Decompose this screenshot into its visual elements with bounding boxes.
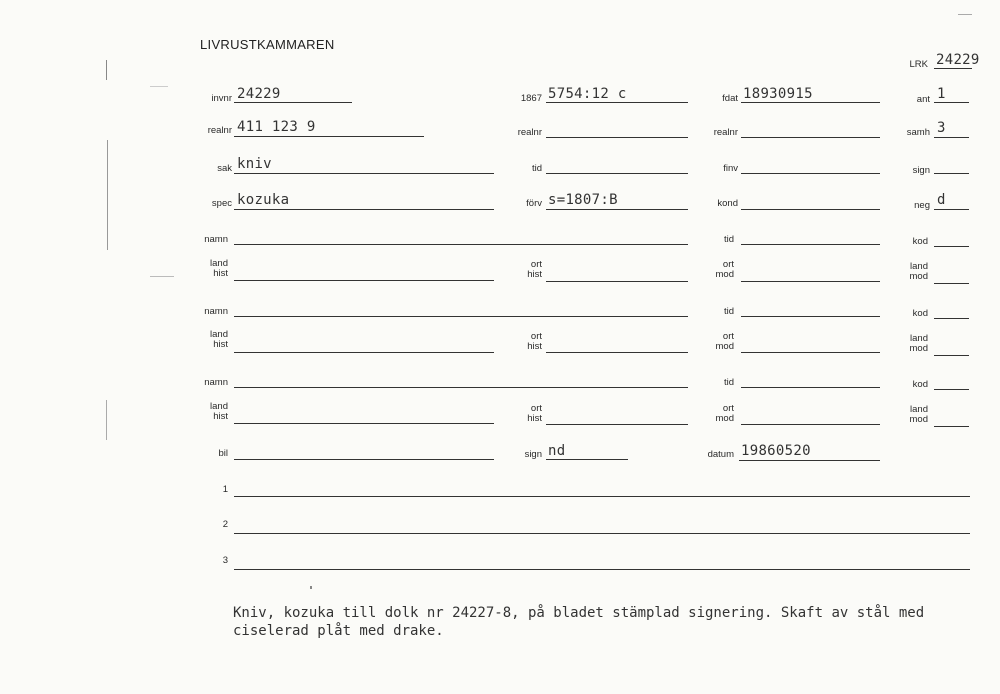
description-note: Kniv, kozuka till dolk nr 24227-8, på bladet stämplad signering. Skaft av stål med ciselerad plåt med drake. (233, 605, 925, 639)
finv-line (741, 173, 880, 174)
realnr-value-1: 411 123 9 (237, 119, 316, 135)
hist-label: hist (213, 411, 228, 422)
kond-line (741, 209, 880, 210)
sak-value: kniv (237, 156, 272, 172)
scan-mark (106, 400, 107, 440)
hist-label: hist (527, 413, 542, 424)
scan-mark (310, 586, 312, 589)
ort-mod-line (741, 424, 880, 425)
neg-line (934, 209, 969, 210)
namn-label: namn (204, 234, 228, 245)
ant-label: ant (916, 94, 930, 105)
ort-label: ort (530, 259, 542, 270)
land-label: land (910, 404, 928, 415)
land-label: land (210, 401, 228, 412)
mod-label: mod (715, 413, 734, 424)
tid-line (741, 387, 880, 388)
hist-label: hist (213, 339, 228, 350)
ort-hist-line (546, 352, 688, 353)
realnr-label-1: realnr (207, 125, 232, 136)
sign-label: sign (912, 165, 930, 176)
invnr-value: 24229 (237, 86, 281, 102)
ort-label: ort (530, 331, 542, 342)
spec-label: spec (211, 198, 232, 209)
datum-value: 19860520 (741, 443, 811, 459)
mod-label: mod (715, 269, 734, 280)
land-mod-line (934, 426, 969, 427)
invnr-label: invnr (211, 93, 232, 104)
mod-label: mod (715, 341, 734, 352)
samh-value: 3 (937, 120, 946, 136)
y1867-label: 1867 (520, 93, 542, 104)
samh-label: samh (906, 127, 930, 138)
hist-label: hist (213, 268, 228, 279)
hist-label: hist (527, 341, 542, 352)
spec-line (234, 209, 494, 210)
y1867-value: 5754:12 c (548, 86, 627, 102)
land-label: land (210, 329, 228, 340)
kod-line (934, 389, 969, 390)
kod-line (934, 246, 969, 247)
fdat-label: fdat (722, 93, 738, 104)
datum-label: datum (707, 449, 734, 460)
ort-hist-line (546, 281, 688, 282)
scan-mark (106, 60, 107, 80)
scan-mark (150, 86, 168, 87)
sak-label: sak (217, 163, 232, 174)
fdat-value: 18930915 (743, 86, 813, 102)
fdat-line (741, 102, 880, 103)
kod-line (934, 318, 969, 319)
ort-mod-line (741, 281, 880, 282)
ort-hist-line (546, 424, 688, 425)
forv-value: s=1807:B (548, 192, 618, 208)
bil-sign-label: sign (524, 449, 542, 460)
mod-label: mod (909, 343, 928, 354)
namn-line (234, 244, 688, 245)
kod-label: kod (912, 379, 928, 390)
tid-line (741, 316, 880, 317)
namn-label: namn (204, 306, 228, 317)
bil-sign-line (546, 459, 628, 460)
ort-label: ort (722, 403, 734, 414)
land-hist-line (234, 280, 494, 281)
forv-line (546, 209, 688, 210)
namn-line (234, 387, 688, 388)
line-number-1: 1 (222, 484, 228, 495)
neg-label: neg (914, 200, 930, 211)
lrk-label: LRK (909, 59, 928, 70)
tid-label: tid (531, 163, 542, 174)
tid-label: tid (723, 377, 734, 388)
tid-line (546, 173, 688, 174)
land-mod-line (934, 283, 969, 284)
numbered-line-2 (234, 533, 970, 534)
scan-mark (150, 276, 174, 277)
numbered-line-1 (234, 496, 970, 497)
finv-label: finv (723, 163, 738, 174)
forv-label: förv (526, 198, 542, 209)
namn-line (234, 316, 688, 317)
bil-label: bil (218, 448, 228, 459)
sak-line (234, 173, 494, 174)
ort-label: ort (722, 331, 734, 342)
realnr-line-2 (546, 137, 688, 138)
card-title: LIVRUSTKAMMAREN (200, 37, 335, 52)
samh-line (934, 137, 969, 138)
datum-line (739, 460, 880, 461)
realnr-line-1 (234, 136, 424, 137)
ort-label: ort (722, 259, 734, 270)
bil-line (234, 459, 494, 460)
ant-value: 1 (937, 86, 946, 102)
neg-value: d (937, 192, 946, 208)
land-hist-line (234, 423, 494, 424)
tid-line (741, 244, 880, 245)
kod-label: kod (912, 308, 928, 319)
tid-label: tid (723, 306, 734, 317)
invnr-line (234, 102, 352, 103)
realnr-line-3 (741, 137, 880, 138)
lrk-line (934, 68, 972, 69)
sign-line (934, 173, 969, 174)
scan-mark (107, 140, 108, 250)
bil-sign-value: nd (548, 443, 566, 459)
land-hist-line (234, 352, 494, 353)
scan-mark (958, 14, 972, 15)
ort-mod-line (741, 352, 880, 353)
line-number-3: 3 (222, 555, 228, 566)
numbered-line-3 (234, 569, 970, 570)
lrk-value: 24229 (936, 52, 980, 68)
kond-label: kond (717, 198, 738, 209)
land-mod-line (934, 355, 969, 356)
land-label: land (910, 333, 928, 344)
mod-label: mod (909, 414, 928, 425)
realnr-label-3: realnr (713, 127, 738, 138)
mod-label: mod (909, 271, 928, 282)
y1867-line (546, 102, 688, 103)
realnr-label-2: realnr (517, 127, 542, 138)
land-label: land (910, 261, 928, 272)
hist-label: hist (527, 269, 542, 280)
namn-label: namn (204, 377, 228, 388)
kod-label: kod (912, 236, 928, 247)
land-label: land (210, 258, 228, 269)
spec-value: kozuka (237, 192, 290, 208)
ort-label: ort (530, 403, 542, 414)
ant-line (934, 102, 969, 103)
tid-label: tid (723, 234, 734, 245)
line-number-2: 2 (222, 519, 228, 530)
